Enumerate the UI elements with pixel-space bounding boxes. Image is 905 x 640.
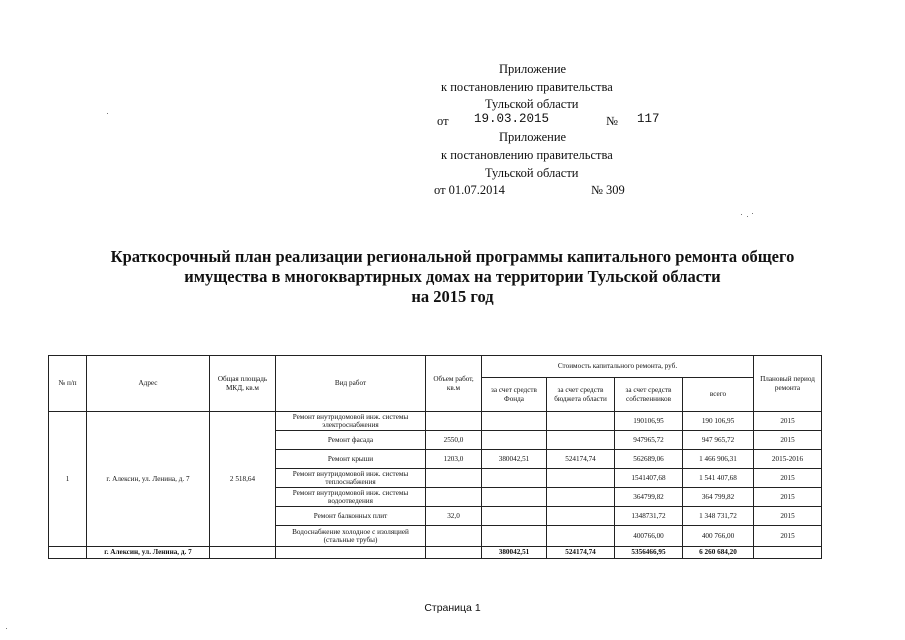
budget-cell: 524174,74 bbox=[547, 450, 615, 469]
scan-speck bbox=[6, 628, 7, 629]
fund-cell bbox=[482, 469, 547, 488]
period-cell: 2015 bbox=[754, 469, 822, 488]
budget-cell bbox=[547, 488, 615, 507]
total-work-cell bbox=[276, 547, 426, 559]
table-row bbox=[49, 412, 822, 431]
total-num-cell bbox=[49, 547, 87, 559]
scan-speck bbox=[747, 216, 748, 217]
col-header-fund: за счет средств Фонда bbox=[482, 378, 547, 412]
total-cell: 190 106,95 bbox=[683, 412, 754, 431]
volume-cell bbox=[426, 526, 482, 547]
appendix-label-1: Приложение bbox=[499, 62, 567, 76]
total-fund-cell: 380042,51 bbox=[482, 547, 547, 559]
total-cell: 1 466 906,31 bbox=[683, 450, 754, 469]
total-cell: 364 799,82 bbox=[683, 488, 754, 507]
col-header-work-type: Вид работ bbox=[276, 356, 426, 412]
total-cell: 947 965,72 bbox=[683, 431, 754, 450]
volume-cell: 32,0 bbox=[426, 507, 482, 526]
owners-cell: 364799,82 bbox=[615, 488, 683, 507]
volume-cell: 2550,0 bbox=[426, 431, 482, 450]
fund-cell bbox=[482, 507, 547, 526]
col-header-cost-group: Стоимость капитального ремонта, руб. bbox=[482, 356, 754, 378]
document-title bbox=[0, 247, 905, 307]
volume-cell: 1203,0 bbox=[426, 450, 482, 469]
work-type-cell: Ремонт крыши bbox=[276, 450, 426, 469]
col-header-owners: за счет средств собственников bbox=[615, 378, 683, 412]
period-cell: 2015 bbox=[754, 488, 822, 507]
resolution-date-2: от 01.07.2014 bbox=[434, 183, 505, 197]
work-type-cell: Водоснабжение холодное с изоляцией (стальные трубы) bbox=[276, 526, 426, 547]
owners-cell: 400766,00 bbox=[615, 526, 683, 547]
period-cell: 2015 bbox=[754, 412, 822, 431]
col-header-period: Плановый период ремонта bbox=[754, 356, 822, 412]
row-number: 1 bbox=[49, 412, 87, 547]
row-address: г. Алексин, ул. Ленина, д. 7 bbox=[87, 412, 210, 547]
number-prefix-1: № bbox=[606, 114, 618, 128]
col-header-area: Общая площадь МКД, кв.м bbox=[210, 356, 276, 412]
total-address-cell: г. Алексин, ул. Ленина, д. 7 bbox=[87, 547, 210, 559]
table-total-row bbox=[49, 547, 822, 559]
volume-cell bbox=[426, 412, 482, 431]
owners-cell: 1541407,68 bbox=[615, 469, 683, 488]
total-owners-cell: 5356466,95 bbox=[615, 547, 683, 559]
fund-cell bbox=[482, 431, 547, 450]
work-type-cell: Ремонт фасада bbox=[276, 431, 426, 450]
scan-speck bbox=[741, 214, 742, 215]
scan-speck bbox=[107, 113, 108, 114]
region-label-1: Тульской области bbox=[485, 97, 579, 111]
work-type-cell: Ремонт внутридомовой инж. системы водоотведения bbox=[276, 488, 426, 507]
owners-cell: 947965,72 bbox=[615, 431, 683, 450]
resolution-label-2: к постановлению правительства bbox=[441, 148, 613, 162]
region-label-2: Тульской области bbox=[485, 166, 579, 180]
title-line-3: на 2015 год bbox=[411, 287, 494, 306]
owners-cell: 562689,06 bbox=[615, 450, 683, 469]
total-cell: 400 766,00 bbox=[683, 526, 754, 547]
scan-speck bbox=[752, 213, 753, 214]
appendix-label-2: Приложение bbox=[499, 130, 567, 144]
period-cell: 2015 bbox=[754, 526, 822, 547]
budget-cell bbox=[547, 526, 615, 547]
budget-cell bbox=[547, 431, 615, 450]
period-cell: 2015 bbox=[754, 431, 822, 450]
fund-cell bbox=[482, 526, 547, 547]
period-cell: 2015 bbox=[754, 507, 822, 526]
total-cell: 1 541 407,68 bbox=[683, 469, 754, 488]
budget-cell bbox=[547, 469, 615, 488]
fund-cell bbox=[482, 488, 547, 507]
fund-cell bbox=[482, 412, 547, 431]
resolution-label-1: к постановлению правительства bbox=[441, 80, 613, 94]
period-cell: 2015-2016 bbox=[754, 450, 822, 469]
total-sum-cell: 6 260 684,20 bbox=[683, 547, 754, 559]
page-number: Страница 1 bbox=[424, 602, 481, 614]
work-type-cell: Ремонт балконных плит bbox=[276, 507, 426, 526]
total-cell: 1 348 731,72 bbox=[683, 507, 754, 526]
owners-cell: 1348731,72 bbox=[615, 507, 683, 526]
owners-cell: 190106,95 bbox=[615, 412, 683, 431]
budget-cell bbox=[547, 507, 615, 526]
budget-cell bbox=[547, 412, 615, 431]
volume-cell bbox=[426, 488, 482, 507]
total-budget-cell: 524174,74 bbox=[547, 547, 615, 559]
resolution-date-1: 19.03.2015 bbox=[474, 112, 550, 126]
fund-cell: 380042,51 bbox=[482, 450, 547, 469]
col-header-num: № п/п bbox=[49, 356, 87, 412]
col-header-volume: Объем работ, кв.м bbox=[426, 356, 482, 412]
repair-plan-table bbox=[48, 355, 822, 559]
table-header-row bbox=[49, 356, 822, 378]
resolution-number-1: 117 bbox=[637, 112, 660, 126]
col-header-budget: за счет средств бюджета области bbox=[547, 378, 615, 412]
resolution-number-2: № 309 bbox=[591, 183, 625, 197]
title-line-2: имущества в многоквартирных домах на территории Тульской области bbox=[184, 267, 721, 286]
work-type-cell: Ремонт внутридомовой инж. системы электроснабжения bbox=[276, 412, 426, 431]
col-header-total: всего bbox=[683, 378, 754, 412]
work-type-cell: Ремонт внутридомовой инж. системы теплоснабжения bbox=[276, 469, 426, 488]
total-period-cell bbox=[754, 547, 822, 559]
date-prefix-1: от bbox=[437, 114, 449, 128]
col-header-address: Адрес bbox=[87, 356, 210, 412]
volume-cell bbox=[426, 469, 482, 488]
total-volume-cell bbox=[426, 547, 482, 559]
total-area-cell bbox=[210, 547, 276, 559]
row-area: 2 518,64 bbox=[210, 412, 276, 547]
title-line-1: Краткосрочный план реализации региональной программы капитального ремонта общего bbox=[110, 247, 795, 266]
